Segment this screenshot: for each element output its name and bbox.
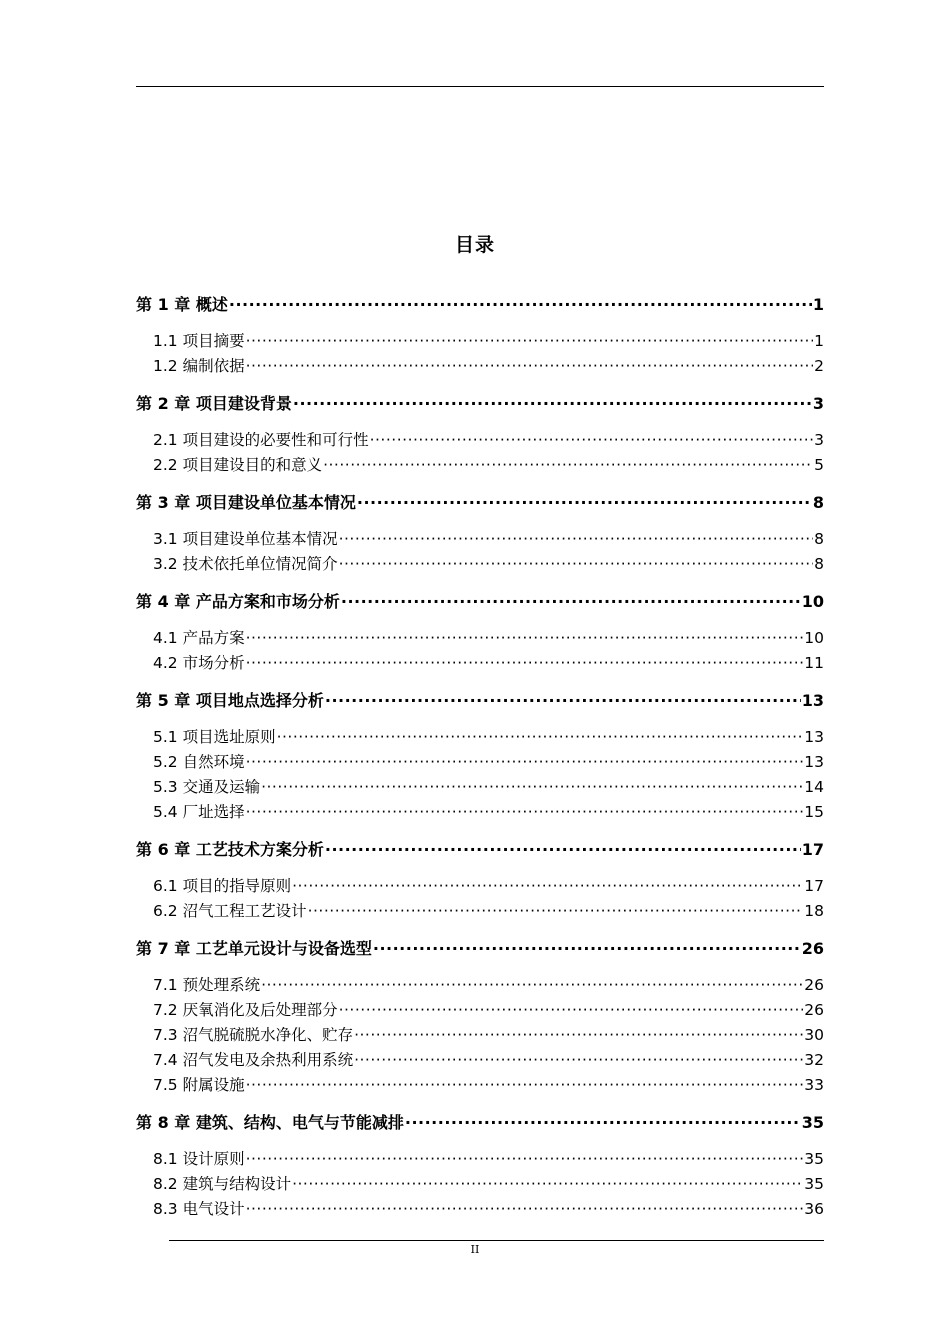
toc-dot-leader bbox=[229, 295, 812, 314]
toc-entry-page-number: 3 bbox=[814, 431, 824, 449]
toc-dot-leader bbox=[246, 1150, 804, 1168]
toc-entry-label: 第 8 章 建筑、结构、电气与节能减排 bbox=[136, 1113, 404, 1132]
toc-entry-label: 4.1 产品方案 bbox=[153, 629, 245, 647]
toc-section-entry[interactable] bbox=[136, 800, 824, 825]
toc-dot-leader bbox=[277, 728, 804, 746]
toc-entry-label: 6.1 项目的指导原则 bbox=[153, 877, 292, 895]
toc-entry-page-number: 35 bbox=[804, 1175, 824, 1193]
toc-entry-page-number: 3 bbox=[812, 394, 824, 413]
toc-entry-page-number: 13 bbox=[801, 691, 824, 710]
toc-entry-label: 7.3 沼气脱硫脱水净化、贮存 bbox=[153, 1026, 354, 1044]
toc-entry-label: 7.2 厌氧消化及后处理部分 bbox=[153, 1001, 338, 1019]
toc-chapter-entry[interactable] bbox=[136, 490, 824, 515]
toc-section-entry[interactable] bbox=[136, 1147, 824, 1172]
toc-chapter-entry[interactable] bbox=[136, 391, 824, 416]
toc-dot-leader bbox=[325, 691, 801, 710]
toc-entry-page-number: 30 bbox=[804, 1026, 824, 1044]
toc-entry-label: 第 6 章 工艺技术方案分析 bbox=[136, 840, 324, 859]
toc-section-entry[interactable] bbox=[136, 354, 824, 379]
toc-entry-page-number: 35 bbox=[801, 1113, 824, 1132]
toc-entry-label: 8.1 设计原则 bbox=[153, 1150, 245, 1168]
toc-dot-leader bbox=[339, 1001, 804, 1019]
toc-section-entry[interactable] bbox=[136, 428, 824, 453]
toc-dot-leader bbox=[341, 592, 801, 611]
footer-page-number: II bbox=[470, 1243, 480, 1256]
toc-dot-leader bbox=[246, 1200, 804, 1218]
toc-entry-page-number: 10 bbox=[801, 592, 824, 611]
toc-dot-leader bbox=[323, 456, 813, 474]
toc-entry-label: 3.2 技术依托单位情况简介 bbox=[153, 555, 338, 573]
toc-dot-leader bbox=[246, 654, 804, 672]
toc-entry-label: 第 4 章 产品方案和市场分析 bbox=[136, 592, 340, 611]
toc-dot-leader bbox=[246, 753, 804, 771]
toc-entry-label: 7.4 沼气发电及余热利用系统 bbox=[153, 1051, 354, 1069]
toc-dot-leader bbox=[373, 939, 801, 958]
toc-dot-leader bbox=[246, 332, 814, 350]
toc-entry-page-number: 8 bbox=[814, 555, 824, 573]
toc-dot-leader bbox=[246, 357, 814, 375]
toc-section-entry[interactable] bbox=[136, 973, 824, 998]
toc-dot-leader bbox=[261, 778, 803, 796]
toc-entry-page-number: 17 bbox=[804, 877, 824, 895]
page-title: 目录 bbox=[454, 234, 495, 256]
toc-section-entry[interactable] bbox=[136, 874, 824, 899]
toc-entry-page-number: 8 bbox=[814, 530, 824, 548]
toc-entry-page-number: 17 bbox=[801, 840, 824, 859]
toc-entry-page-number: 26 bbox=[804, 976, 824, 994]
toc-section-entry[interactable] bbox=[136, 998, 824, 1023]
toc-dot-leader bbox=[308, 902, 804, 920]
toc-entry-page-number: 13 bbox=[804, 753, 824, 771]
toc-entry-label: 8.3 电气设计 bbox=[153, 1200, 245, 1218]
toc-entry-page-number: 1 bbox=[814, 332, 824, 350]
toc-entry-label: 6.2 沼气工程工艺设计 bbox=[153, 902, 307, 920]
toc-dot-leader bbox=[293, 394, 812, 413]
toc-entry-page-number: 36 bbox=[804, 1200, 824, 1218]
toc-dot-leader bbox=[261, 976, 803, 994]
toc-entry-page-number: 32 bbox=[804, 1051, 824, 1069]
toc-entry-label: 1.1 项目摘要 bbox=[153, 332, 245, 350]
toc-entry-page-number: 1 bbox=[812, 295, 824, 314]
toc-dot-leader bbox=[292, 877, 803, 895]
toc-section-entry[interactable] bbox=[136, 1172, 824, 1197]
toc-chapter-entry[interactable] bbox=[136, 688, 824, 713]
toc-entry-page-number: 18 bbox=[804, 902, 824, 920]
toc-section-entry[interactable] bbox=[136, 775, 824, 800]
toc-dot-leader bbox=[246, 803, 804, 821]
toc-section-entry[interactable] bbox=[136, 1073, 824, 1098]
toc-entry-label: 7.5 附属设施 bbox=[153, 1076, 245, 1094]
toc-entry-page-number: 14 bbox=[804, 778, 824, 796]
toc-entry-label: 5.4 厂址选择 bbox=[153, 803, 245, 821]
toc-entry-label: 8.2 建筑与结构设计 bbox=[153, 1175, 292, 1193]
toc-dot-leader bbox=[357, 493, 812, 512]
toc-entry-page-number: 10 bbox=[804, 629, 824, 647]
toc-entry-page-number: 26 bbox=[804, 1001, 824, 1019]
toc-section-entry[interactable] bbox=[136, 899, 824, 924]
toc-chapter-entry[interactable] bbox=[136, 589, 824, 614]
toc-section-entry[interactable] bbox=[136, 725, 824, 750]
header-rule bbox=[136, 86, 824, 87]
toc-dot-leader bbox=[370, 431, 814, 449]
toc-section-entry[interactable] bbox=[136, 651, 824, 676]
toc-entry-label: 5.1 项目选址原则 bbox=[153, 728, 276, 746]
toc-entry-label: 2.1 项目建设的必要性和可行性 bbox=[153, 431, 369, 449]
toc-section-entry[interactable] bbox=[136, 527, 824, 552]
toc-dot-leader bbox=[354, 1051, 803, 1069]
toc-entry-label: 第 7 章 工艺单元设计与设备选型 bbox=[136, 939, 372, 958]
toc-dot-leader bbox=[339, 555, 814, 573]
toc-chapter-entry[interactable] bbox=[136, 837, 824, 862]
toc-entry-page-number: 15 bbox=[804, 803, 824, 821]
toc-entry-label: 1.2 编制依据 bbox=[153, 357, 245, 375]
toc-dot-leader bbox=[325, 840, 801, 859]
toc-entry-page-number: 5 bbox=[814, 456, 824, 474]
toc-dot-leader bbox=[354, 1026, 803, 1044]
toc-entry-page-number: 26 bbox=[801, 939, 824, 958]
toc-entry-page-number: 35 bbox=[804, 1150, 824, 1168]
toc-entry-label: 第 2 章 项目建设背景 bbox=[136, 394, 292, 413]
footer-rule bbox=[169, 1240, 824, 1241]
toc-entry-label: 5.3 交通及运输 bbox=[153, 778, 261, 796]
toc-entry-page-number: 13 bbox=[804, 728, 824, 746]
toc-section-entry[interactable] bbox=[136, 750, 824, 775]
toc-entry-label: 第 3 章 项目建设单位基本情况 bbox=[136, 493, 356, 512]
toc-dot-leader bbox=[292, 1175, 803, 1193]
toc-chapter-entry[interactable] bbox=[136, 1110, 824, 1135]
toc-chapter-entry[interactable] bbox=[136, 292, 824, 317]
toc-dot-leader bbox=[339, 530, 814, 548]
toc-entry-page-number: 8 bbox=[812, 493, 824, 512]
toc-entry-page-number: 11 bbox=[804, 654, 824, 672]
toc-dot-leader bbox=[246, 629, 804, 647]
toc-entry-label: 3.1 项目建设单位基本情况 bbox=[153, 530, 338, 548]
toc-section-entry[interactable] bbox=[136, 552, 824, 577]
toc-dot-leader bbox=[405, 1113, 801, 1132]
table-of-contents bbox=[136, 292, 824, 1222]
toc-section-entry[interactable] bbox=[136, 329, 824, 354]
toc-entry-label: 5.2 自然环境 bbox=[153, 753, 245, 771]
toc-section-entry[interactable] bbox=[136, 1023, 824, 1048]
toc-entry-label: 第 1 章 概述 bbox=[136, 295, 228, 314]
toc-entry-label: 7.1 预处理系统 bbox=[153, 976, 261, 994]
toc-dot-leader bbox=[246, 1076, 804, 1094]
toc-entry-label: 第 5 章 项目地点选择分析 bbox=[136, 691, 324, 710]
toc-section-entry[interactable] bbox=[136, 453, 824, 478]
toc-entry-label: 2.2 项目建设目的和意义 bbox=[153, 456, 323, 474]
toc-section-entry[interactable] bbox=[136, 626, 824, 651]
toc-chapter-entry[interactable] bbox=[136, 936, 824, 961]
toc-entry-page-number: 2 bbox=[814, 357, 824, 375]
toc-entry-page-number: 33 bbox=[804, 1076, 824, 1094]
toc-section-entry[interactable] bbox=[136, 1197, 824, 1222]
toc-entry-label: 4.2 市场分析 bbox=[153, 654, 245, 672]
toc-section-entry[interactable] bbox=[136, 1048, 824, 1073]
